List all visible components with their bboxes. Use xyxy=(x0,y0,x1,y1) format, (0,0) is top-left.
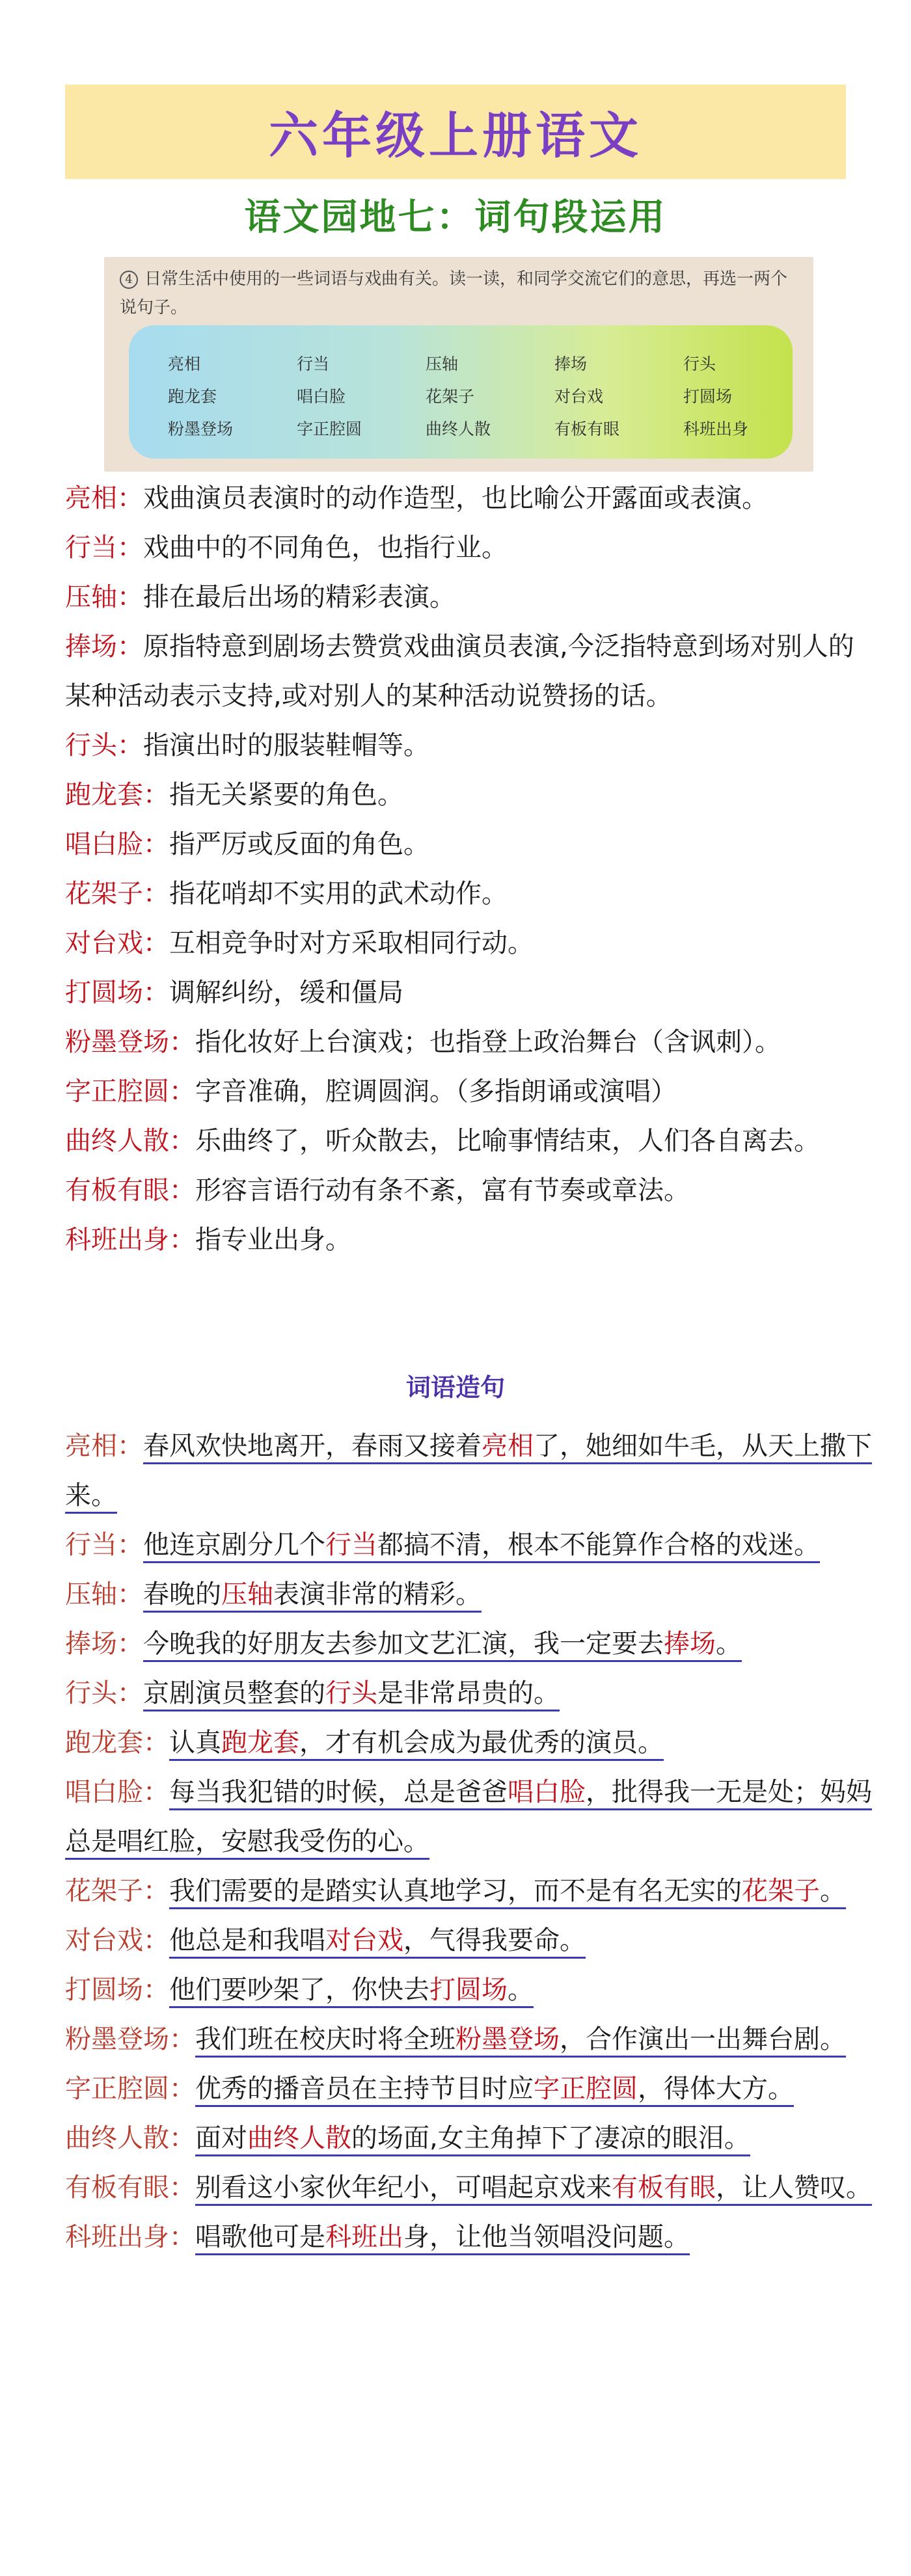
colon: ： xyxy=(143,1777,169,1807)
sentence-keyword: 花架子 xyxy=(742,1876,820,1906)
exercise-number-badge: 4 xyxy=(120,271,138,289)
definition-text: 戏曲中的不同角色，也指行业。 xyxy=(143,533,508,563)
sentence-item xyxy=(65,1767,872,1866)
definition-term: 科班出身 xyxy=(65,1225,169,1255)
definition-text: 字音准确，腔调圆润。（多指朗诵或演唱） xyxy=(195,1077,677,1107)
sentence-keyword: 有板有眼 xyxy=(612,2173,716,2203)
definition-term: 字正腔圆 xyxy=(65,1077,169,1107)
colon: ： xyxy=(117,1579,143,1609)
definition-text: 指演出时的服装鞋帽等。 xyxy=(143,731,429,760)
sentence-body xyxy=(195,2222,690,2255)
definition-item xyxy=(65,820,872,869)
sentence-body xyxy=(143,1579,482,1613)
sentence-term: 科班出身 xyxy=(65,2222,169,2252)
definition-text: 乐曲终了，听众散去，比喻事情结束，人们各自离去。 xyxy=(195,1126,820,1156)
colon: ： xyxy=(169,1126,195,1156)
colon: ： xyxy=(117,632,143,662)
definition-item xyxy=(65,770,872,820)
page-title: 六年级上册语文 xyxy=(269,107,642,165)
textbook-word: 对台戏 xyxy=(554,387,604,406)
title-banner xyxy=(65,85,846,179)
sentence-keyword: 对台戏 xyxy=(325,1925,403,1955)
sentence-item xyxy=(65,1570,872,1619)
word-panel xyxy=(129,325,793,459)
sentence-term: 曲终人散 xyxy=(65,2123,169,2153)
sentence-text: 。 xyxy=(716,1629,742,1659)
definition-term: 有板有眼 xyxy=(65,1175,169,1205)
textbook-word: 捧场 xyxy=(554,355,588,373)
colon: ： xyxy=(117,731,143,760)
sentence-item xyxy=(65,1520,872,1570)
definition-term: 捧场 xyxy=(65,632,117,662)
sentence-body xyxy=(65,1777,872,1860)
colon: ： xyxy=(143,1975,169,2005)
sentence-term: 行当 xyxy=(65,1530,117,1560)
definition-text: 指花哨却不实用的武术动作。 xyxy=(169,879,508,909)
definition-term: 压轴 xyxy=(65,582,117,612)
colon: ： xyxy=(117,1678,143,1708)
definition-item xyxy=(65,1067,872,1116)
colon: ： xyxy=(169,1077,195,1107)
sentence-text: 别看这小家伙年纪小，可唱起京戏来 xyxy=(195,2173,612,2203)
colon: ： xyxy=(169,1225,195,1255)
sentence-keyword: 捧场 xyxy=(664,1629,716,1659)
sentence-keyword: 唱白脸 xyxy=(508,1777,586,1807)
sentence-term: 字正腔圆 xyxy=(65,2074,169,2104)
textbook-word: 科班出身 xyxy=(683,420,749,438)
sentence-term: 有板有眼 xyxy=(65,2173,169,2203)
sentence-text: 优秀的播音员在主持节目时应 xyxy=(195,2074,534,2104)
colon: ： xyxy=(169,2074,195,2104)
definitions-list xyxy=(65,474,872,1265)
definition-text: 互相竞争时对方采取相同行动。 xyxy=(169,928,534,958)
sentence-keyword: 曲终人散 xyxy=(247,2123,351,2153)
textbook-word: 行当 xyxy=(297,355,330,373)
definition-text: 指化妆好上台演戏；也指登上政治舞台（含讽刺）。 xyxy=(195,1027,781,1057)
colon: ： xyxy=(143,1925,169,1955)
sentence-item xyxy=(65,1669,872,1718)
sentence-term: 压轴 xyxy=(65,1579,117,1609)
sentence-text: ，让人赞叹。 xyxy=(716,2173,872,2203)
sentence-text: ，批得我一无是处；妈妈总是唱红脸，安慰我受伤的心。 xyxy=(65,1777,872,1857)
textbook-excerpt-image xyxy=(104,257,813,472)
sentence-text: 他连京剧分几个 xyxy=(143,1530,325,1560)
sentence-item xyxy=(65,2015,872,2064)
sentence-text: 。 xyxy=(508,1975,534,2005)
definition-item xyxy=(65,572,872,622)
instruction-text: 日常生活中使用的一些词语与戏曲有关。读一读，和同学交流它们的意思，再选一两个说句子。 xyxy=(120,269,788,317)
sentence-body xyxy=(143,1530,820,1563)
colon: ： xyxy=(143,928,169,958)
sentence-keyword: 压轴 xyxy=(221,1579,273,1609)
sentence-item xyxy=(65,1619,872,1669)
definition-term: 唱白脸 xyxy=(65,829,143,859)
sentence-body xyxy=(169,1728,664,1761)
sentence-text: 的场面,女主角掉下了凄凉的眼泪。 xyxy=(351,2123,750,2153)
sentence-term: 唱白脸 xyxy=(65,1777,143,1807)
sentence-term: 花架子 xyxy=(65,1876,143,1906)
sentence-text: 了，她细如牛毛，从天上撒下来。 xyxy=(65,1431,872,1510)
sentence-keyword: 行头 xyxy=(325,1678,377,1708)
sentence-text: 他总是和我唱 xyxy=(169,1925,325,1955)
sentence-term: 捧场 xyxy=(65,1629,117,1659)
sentence-term: 对台戏 xyxy=(65,1925,143,1955)
sentence-item xyxy=(65,2064,872,2113)
sentence-text: ，才有机会成为最优秀的演员。 xyxy=(299,1728,664,1758)
colon: ： xyxy=(169,1027,195,1057)
sentence-item xyxy=(65,1718,872,1767)
sentence-text: 我们班在校庆时将全班 xyxy=(195,2024,456,2054)
definition-term: 曲终人散 xyxy=(65,1126,169,1156)
sentence-body xyxy=(143,1678,560,1711)
textbook-word: 有板有眼 xyxy=(554,420,620,438)
colon: ： xyxy=(169,2123,195,2153)
sentence-text: ，气得我要命。 xyxy=(403,1925,586,1955)
sentence-item xyxy=(65,1916,872,1965)
definition-text: 戏曲演员表演时的动作造型，也比喻公开露面或表演。 xyxy=(143,483,768,513)
definition-item xyxy=(65,1116,872,1166)
sentence-body xyxy=(143,1629,742,1662)
definition-item xyxy=(65,919,872,968)
sentence-body xyxy=(195,2123,750,2156)
colon: ： xyxy=(117,533,143,563)
definition-term: 对台戏 xyxy=(65,928,143,958)
colon: ： xyxy=(117,1530,143,1560)
sentence-term: 行头 xyxy=(65,1678,117,1708)
definition-term: 亮相 xyxy=(65,483,117,513)
sentence-text: 春风欢快地离开，春雨又接着 xyxy=(143,1431,482,1461)
colon: ： xyxy=(117,1629,143,1659)
sentence-term: 粉墨登场 xyxy=(65,2024,169,2054)
definition-term: 跑龙套 xyxy=(65,780,143,810)
colon: ： xyxy=(143,978,169,1008)
sentence-text: 每当我犯错的时候，总是爸爸 xyxy=(169,1777,508,1807)
page-subtitle: 语文园地七：词句段运用 xyxy=(244,196,667,239)
sentence-body xyxy=(195,2074,794,2107)
colon: ： xyxy=(117,483,143,513)
sentence-keyword: 字正腔圆 xyxy=(534,2074,638,2104)
sentence-term: 亮相 xyxy=(65,1431,117,1461)
definition-term: 行当 xyxy=(65,533,117,563)
textbook-word: 字正腔圆 xyxy=(297,420,362,438)
colon: ： xyxy=(169,2024,195,2054)
sentence-text: 今晚我的好朋友去参加文艺汇演，我一定要去 xyxy=(143,1629,664,1659)
colon: ： xyxy=(117,582,143,612)
colon: ： xyxy=(143,1876,169,1906)
definition-item xyxy=(65,721,872,770)
sentence-keyword: 科班出 xyxy=(325,2222,403,2252)
sentence-text: 他们要吵架了，你快去 xyxy=(169,1975,429,2005)
definition-item xyxy=(65,1166,872,1215)
definition-item xyxy=(65,968,872,1017)
colon: ： xyxy=(143,829,169,859)
definition-item xyxy=(65,474,872,523)
sentences-list xyxy=(65,1421,872,2262)
definition-text: 指无关紧要的角色。 xyxy=(169,780,403,810)
definition-term: 花架子 xyxy=(65,879,143,909)
sentence-item xyxy=(65,2163,872,2212)
definition-item xyxy=(65,1215,872,1265)
definition-item xyxy=(65,1017,872,1067)
definition-text: 指专业出身。 xyxy=(195,1225,351,1255)
section-title: 词语造句 xyxy=(405,1373,505,1402)
textbook-word: 花架子 xyxy=(426,387,475,406)
sentence-text: 京剧演员整套的 xyxy=(143,1678,325,1708)
textbook-word: 粉墨登场 xyxy=(168,420,234,438)
sentence-text: 是非常昂贵的。 xyxy=(377,1678,560,1708)
textbook-word: 亮相 xyxy=(168,355,201,373)
sentence-body xyxy=(195,2173,872,2206)
textbook-word: 打圆场 xyxy=(683,387,733,406)
sentence-term: 跑龙套 xyxy=(65,1728,143,1758)
sentence-text: 我们需要的是踏实认真地学习，而不是有名无实的 xyxy=(169,1876,742,1906)
sentence-item xyxy=(65,2212,872,2262)
colon: ： xyxy=(169,2222,195,2252)
sentence-keyword: 跑龙套 xyxy=(221,1728,299,1758)
colon: ： xyxy=(169,1175,195,1205)
sentence-text: 。 xyxy=(820,1876,846,1906)
sentence-text: ，得体大方。 xyxy=(638,2074,794,2104)
definition-item xyxy=(65,523,872,572)
textbook-instruction xyxy=(120,265,796,322)
definition-term: 粉墨登场 xyxy=(65,1027,169,1057)
sentence-keyword: 打圆场 xyxy=(429,1975,508,2005)
sentence-body xyxy=(65,1431,872,1514)
colon: ： xyxy=(117,1431,143,1461)
sentence-text: 面对 xyxy=(195,2123,247,2153)
sentence-term: 打圆场 xyxy=(65,1975,143,2005)
textbook-word: 行头 xyxy=(683,355,716,373)
textbook-word: 唱白脸 xyxy=(297,387,346,406)
sentence-item xyxy=(65,1866,872,1916)
sentence-body xyxy=(169,1876,846,1909)
definition-term: 行头 xyxy=(65,731,117,760)
definition-text: 指严厉或反面的角色。 xyxy=(169,829,429,859)
definition-term: 打圆场 xyxy=(65,978,143,1008)
sentence-text: 都搞不清，根本不能算作合格的戏迷。 xyxy=(377,1530,820,1560)
sentence-body xyxy=(195,2024,846,2058)
sentence-keyword: 粉墨登场 xyxy=(456,2024,560,2054)
definition-text: 调解纠纷，缓和僵局 xyxy=(169,978,403,1008)
colon: ： xyxy=(143,1728,169,1758)
sentence-keyword: 行当 xyxy=(325,1530,377,1560)
sentence-text: 身，让他当领唱没问题。 xyxy=(403,2222,690,2252)
sentence-text: 唱歌他可是 xyxy=(195,2222,325,2252)
sentence-body xyxy=(169,1925,586,1959)
sentence-keyword: 亮相 xyxy=(482,1431,534,1461)
definition-text: 排在最后出场的精彩表演。 xyxy=(143,582,456,612)
sentence-item xyxy=(65,1421,872,1520)
sentence-text: 表演非常的精彩。 xyxy=(273,1579,482,1609)
definition-item xyxy=(65,622,872,721)
sentence-body xyxy=(169,1975,534,2008)
colon: ： xyxy=(143,780,169,810)
textbook-word: 曲终人散 xyxy=(426,420,491,438)
textbook-word: 跑龙套 xyxy=(168,387,217,406)
sentence-text: 春晚的 xyxy=(143,1579,221,1609)
sentence-text: 认真 xyxy=(169,1728,221,1758)
sentence-text: ，合作演出一出舞台剧。 xyxy=(560,2024,846,2054)
sentence-item xyxy=(65,1965,872,2015)
textbook-word: 压轴 xyxy=(426,355,459,373)
definition-text: 形容言语行动有条不紊，富有节奏或章法。 xyxy=(195,1175,690,1205)
sentence-item xyxy=(65,2113,872,2163)
definition-text: 原指特意到剧场去赞赏戏曲演员表演,今泛指特意到场对别人的某种活动表示支持,或对别人的某种活动说赞扬的话。 xyxy=(65,632,854,711)
colon: ： xyxy=(143,879,169,909)
colon: ： xyxy=(169,2173,195,2203)
definition-item xyxy=(65,869,872,919)
